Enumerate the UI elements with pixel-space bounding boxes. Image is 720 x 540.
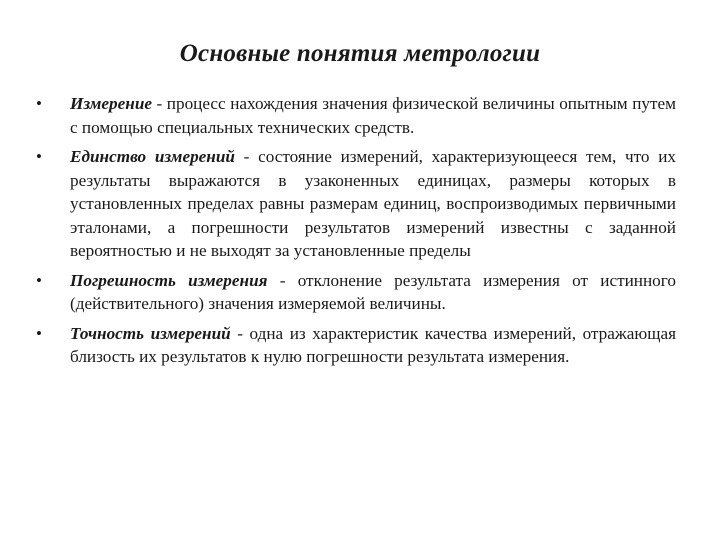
definitions-list xyxy=(36,92,676,375)
bullet-icon: • xyxy=(36,94,42,113)
definition-text: - отклонение результата измерения от истинного (действительного) значения измеряемой величины. xyxy=(70,270,676,313)
definition-text: - одна из характеристик качества измерений, отражающая близость их результатов к нулю погрешности результата измерения. xyxy=(70,323,676,366)
bullet-icon: • xyxy=(36,323,42,343)
term-label: Погрешность измерения xyxy=(70,270,268,290)
list-item-measurement xyxy=(36,92,676,139)
definition-text: - процесс нахождения значения физической величины опытным путем с помощью специальных технических средств. xyxy=(70,94,676,137)
definition-text: - состояние измерений, характеризующееся тем, что их результаты выражаются в узаконенных единицах, размеры которых в установленных пределах равны размерам единиц, воспроизводимых первичными эталонами, а погрешности результатов измерений известны с заданной вероятностью и не выходят за установленные пределы xyxy=(70,147,676,260)
list-item-measurement-accuracy xyxy=(36,322,676,369)
term-label: Измерение xyxy=(70,94,153,113)
bullet-icon: • xyxy=(36,147,42,166)
bullet-icon: • xyxy=(36,270,42,290)
list-item-measurement-error xyxy=(36,269,676,316)
term-label: Единство измерений xyxy=(70,147,235,166)
slide-title: Основные понятия метрологии xyxy=(179,40,541,67)
term-label: Точность измерений xyxy=(70,323,231,343)
list-item-measurement-unity xyxy=(36,145,676,263)
